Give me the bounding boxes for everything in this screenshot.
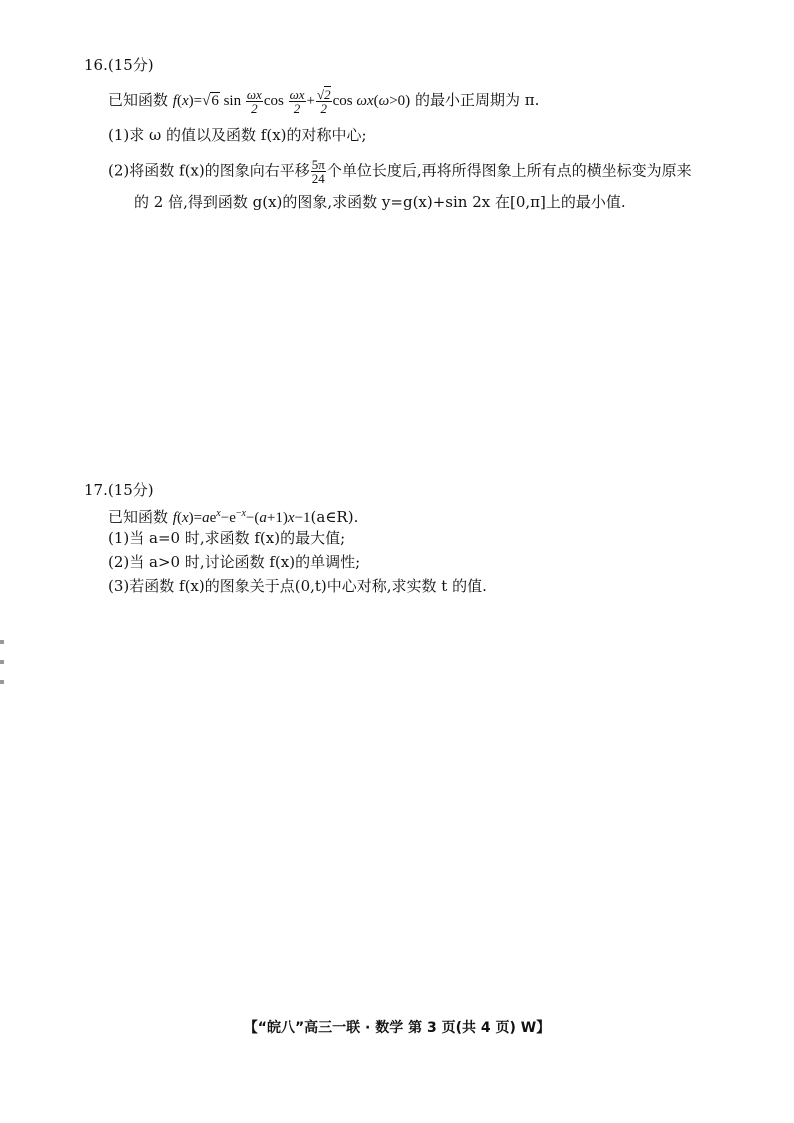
q16-part1: (1)求 ω 的值以及函数 f(x)的对称中心; [108,126,367,144]
q16-function-formula: f(x)=√6 sin $\frac{\omega x}{2}$ cos $\frac{\omega x}{2}$ + $\frac{√2}{2}$ cos ωx(ω>0) [172,87,411,116]
q16-part2 [108,158,692,185]
q16-part2-prefix: (2)将函数 f(x)的图象向右平移 [108,161,310,180]
q16-part2-line2: 的 2 倍,得到函数 g(x)的图象,求函数 y=g(x)+sin 2x 在[0,π]上的最小值. [134,193,626,211]
q17-part2: (2)当 a>0 时,讨论函数 f(x)的单调性; [108,553,361,571]
q17-function-formula: $f(x)=ae^x-e^{-x}-(a+1)x-1$ [172,508,311,526]
q16-part2-suffix: 个单位长度后,再将所得图象上所有点的横坐标变为原来 [326,161,692,180]
q17-stem-suffix: (a∈R). [310,508,359,526]
q17-stem [108,504,358,528]
binding-edge-mark [0,680,4,684]
q17-part1: (1)当 a=0 时,求函数 f(x)的最大值; [108,529,346,547]
q17-stem-prefix: 已知函数 [108,508,169,526]
binding-edge-mark [0,660,4,664]
page-footer: 【“皖八”高三一联 · 数学 第 3 页(共 4 页) W】 [243,1020,551,1036]
binding-edge-mark [0,640,4,644]
q16-header: 16.(15分) [84,56,154,74]
q17-header: 17.(15分) [84,481,154,499]
q17-part3: (3)若函数 f(x)的图象关于点(0,t)中心对称,求实数 t 的值. [108,577,487,595]
q16-stem-prefix: 已知函数 [108,90,169,109]
q16-stem-suffix: 的最小正周期为 π. [414,90,540,109]
q16-stem [108,88,539,115]
q16-shift-fraction: $\frac{5\pi}{24}$ [311,157,325,186]
